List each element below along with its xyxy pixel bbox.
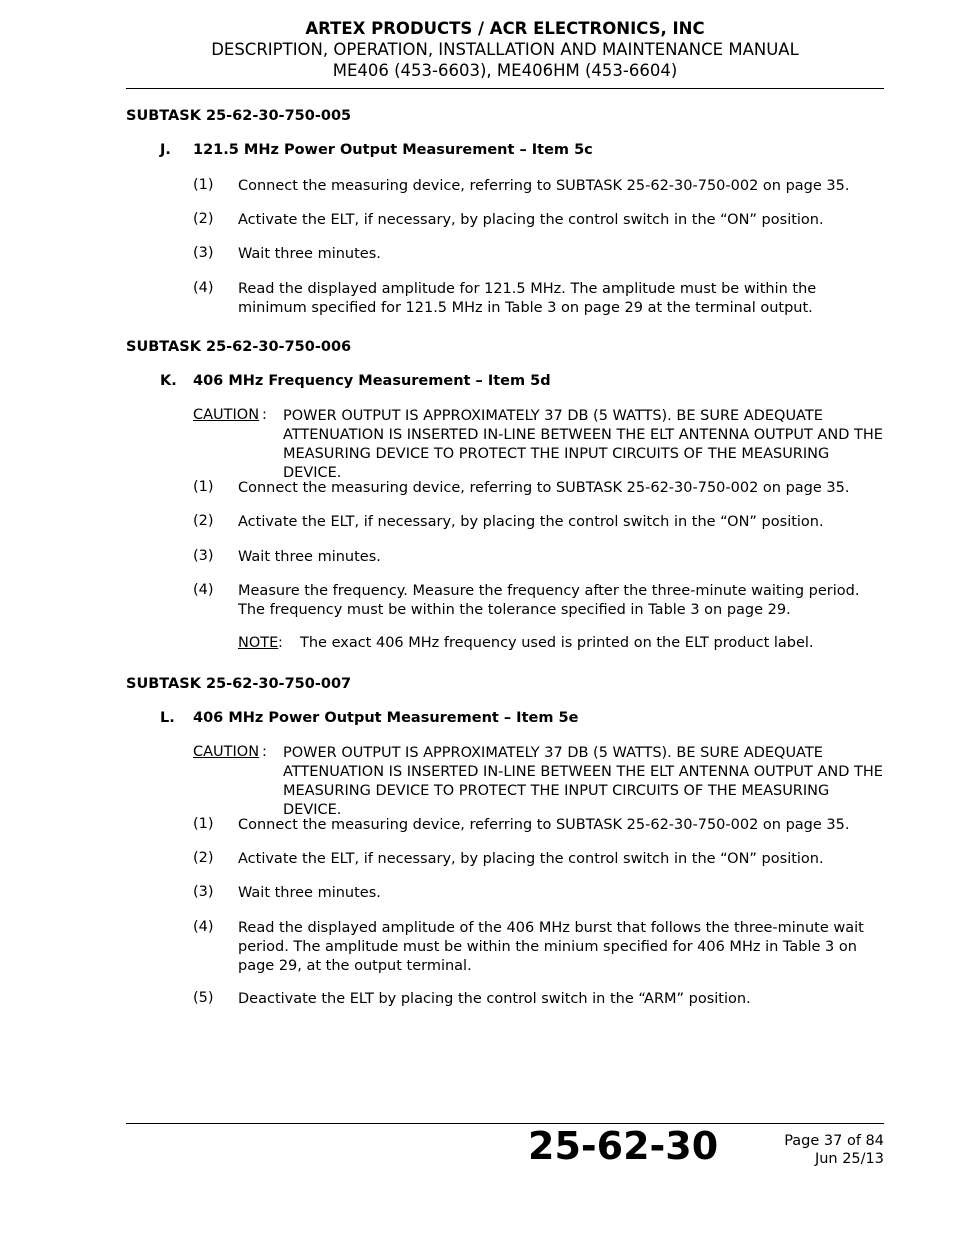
step-number: (2) [193,513,214,529]
step-text: Activate the ELT, if necessary, by placing the control switch in the “ON” position. [238,212,824,228]
step-number: (4) [193,280,214,296]
step-number: (1) [193,177,214,193]
subtask-heading: SUBTASK 25-62-30-750-007 [126,676,352,692]
step-text: Activate the ELT, if necessary, by placing the control switch in the “ON” position. [238,851,824,867]
caution-colon: : [262,744,267,760]
section-title: 406 MHz Frequency Measurement – Item 5d [193,373,551,389]
step-text: Deactivate the ELT by placing the control switch in the “ARM” position. [238,991,751,1007]
caution-label: CAUTION [193,407,260,423]
note-label: NOTE [238,635,279,651]
section-title: 121.5 MHz Power Output Measurement – Item 5c [193,142,593,158]
section-letter: J. [160,142,171,158]
step-text: Read the displayed amplitude for 121.5 MHz. The amplitude must be within the minimum specified for 121.5 MHz in Table 3 on page 29 at the terminal output. [238,281,817,316]
caution-text: POWER OUTPUT IS APPROXIMATELY 37 DB (5 WATTS). BE SURE ADEQUATE ATTENUATION IS INSERTED IN-LINE BETWEEN THE ELT ANTENNA OUTPUT AND THE MEASURING DEVICE TO PROTECT THE INPUT CIRCUITS OF THE MEASURING DEVICE. [283,408,883,481]
section-letter: L. [160,710,175,726]
step-number: (3) [193,548,214,564]
step-text: Measure the frequency. Measure the frequency after the three-minute waiting period. The frequency must be within the tolerance specified in Table 3 on page 29. [238,583,860,618]
step-text: Wait three minutes. [238,246,381,262]
subtask-heading: SUBTASK 25-62-30-750-005 [126,108,352,124]
step-number: (1) [193,479,214,495]
page-info [784,1132,884,1168]
note-colon: : [278,635,283,651]
step-text: Connect the measuring device, referring to SUBTASK 25-62-30-750-002 on page 35. [238,817,850,833]
step-number: (4) [193,582,214,598]
step-number: (5) [193,990,214,1006]
step-text: Connect the measuring device, referring to SUBTASK 25-62-30-750-002 on page 35. [238,480,850,496]
step-text: Wait three minutes. [238,885,381,901]
step-number: (4) [193,919,214,935]
page-number: Page 37 of 84 [784,1133,884,1149]
header-company: ARTEX PRODUCTS / ACR ELECTRONICS, INC [305,19,705,38]
step-number: (3) [193,884,214,900]
section-letter: K. [160,373,177,389]
step-text: Wait three minutes. [238,549,381,565]
step-number: (1) [193,816,214,832]
footer-rule [126,1123,884,1124]
header-rule [126,88,884,89]
caution-text: POWER OUTPUT IS APPROXIMATELY 37 DB (5 WATTS). BE SURE ADEQUATE ATTENUATION IS INSERTED IN-LINE BETWEEN THE ELT ANTENNA OUTPUT AND THE MEASURING DEVICE TO PROTECT THE INPUT CIRCUITS OF THE MEASURING DEVICE. [283,745,883,818]
step-text: Read the displayed amplitude of the 406 MHz burst that follows the three-minute wait period. The amplitude must be within the minium specified for 406 MHz in Table 3 on page 29, at the output terminal. [238,920,864,974]
step-number: (3) [193,245,214,261]
caution-colon: : [262,407,267,423]
step-number: (2) [193,211,214,227]
header-manual-title: DESCRIPTION, OPERATION, INSTALLATION AND MAINTENANCE MANUAL [211,40,799,59]
subtask-heading: SUBTASK 25-62-30-750-006 [126,339,352,355]
step-text: Connect the measuring device, referring to SUBTASK 25-62-30-750-002 on page 35. [238,178,850,194]
step-number: (2) [193,850,214,866]
caution-label: CAUTION [193,744,260,760]
note-text: The exact 406 MHz frequency used is printed on the ELT product label. [300,635,814,651]
header-models: ME406 (453-6603), ME406HM (453-6604) [332,61,678,80]
step-text: Activate the ELT, if necessary, by placing the control switch in the “ON” position. [238,514,824,530]
revision-date: Jun 25/13 [814,1151,884,1167]
chapter-code: 25-62-30 [528,1124,719,1168]
section-title: 406 MHz Power Output Measurement – Item 5e [193,710,579,726]
